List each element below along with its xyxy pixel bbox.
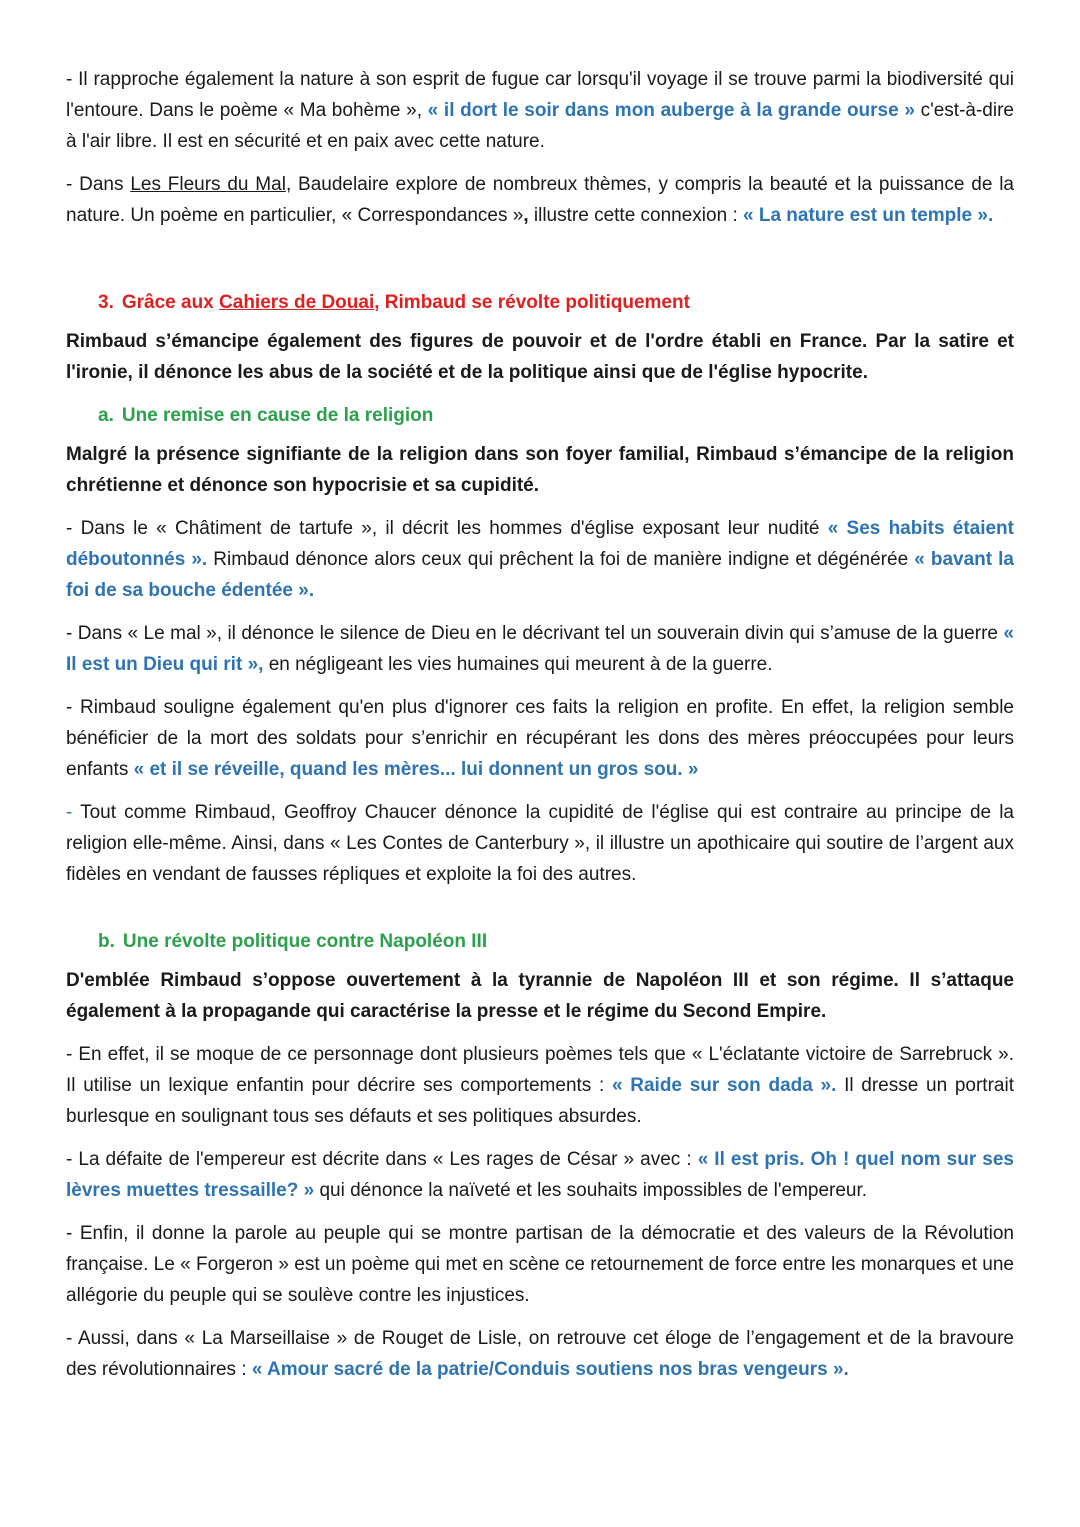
quote: « Raide sur son dada ». — [611, 1075, 837, 1096]
paragraph-le-mal: - Dans « Le mal », il dénonce le silence de Dieu en le décrivant tel un souverain divin qui s’amuse de la guerre « Il est un Dieu qui rit », en négligeant les vies humaines qui meurent à de la guerre. — [66, 623, 1014, 675]
section-lead: Rimbaud s’émancipe également des figures de pouvoir et de l'ordre établi en France. Par la satire et l'ironie, il dénonce les abus de la société et de la politique ainsi que de l'église hypocrite. — [66, 331, 1014, 383]
quote: « bavant la foi de sa bouche édentée ». — [66, 549, 1014, 601]
quote: « Ses habits étaient déboutonnés ». — [66, 518, 1014, 570]
paragraph-nature-fugue: - Il rapproche également la nature à son esprit de fugue car lorsqu'il voyage il se trouve parmi la biodiversité qui l'entoure. Dans le poème « Ma bohème », « il dort le soir dans mon auberge à la grande ourse » c'est-à-dire à l'air libre. Il est en sécurité et en paix avec cette nature. — [66, 69, 1014, 152]
paragraph-rages-cesar: - La défaite de l'empereur est décrite dans « Les rages de César » avec : « Il est pris. Oh ! quel nom sur ses lèvres muettes tressaille? » qui dénonce la naïveté et les souhaits impossibles de l'empereur. — [66, 1149, 1014, 1201]
subsection-lead: D'emblée Rimbaud s’oppose ouvertement à la tyrannie de Napoléon III et son régime. Il s’attaque également à la propagande qui caractérise la presse et le régime du Second Empire. — [66, 970, 1014, 1022]
quote: « et il se réveille, quand les mères... lui donnent un gros sou. » — [133, 759, 699, 780]
paragraph-tartufe: - Dans le « Châtiment de tartufe », il décrit les hommes d'église exposant leur nudité « Ses habits étaient déboutonnés ». Rimbaud dénonce alors ceux qui prêchent la foi de manière indigne et dégénérée « bavant la foi de sa bouche édentée ». — [66, 518, 1014, 601]
quote: « il dort le soir dans mon auberge à la grande ourse » — [427, 100, 915, 121]
paragraph-chaucer: - Tout comme Rimbaud, Geoffroy Chaucer dénonce la cupidité de l'église qui est contraire au principe de la religion elle-même. Ainsi, dans « Les Contes de Canterbury », il illustre un apothicaire qui soutire de l’argent aux fidèles en vendant de fausses répliques et exploite la foi des autres. — [66, 802, 1014, 885]
subsection-heading: a. Une remise en cause de la religion — [98, 405, 434, 426]
quote: « Il est un Dieu qui rit », — [66, 623, 1014, 675]
quote: « Il est pris. Oh ! quel nom sur ses lèvres muettes tressaille? » — [66, 1149, 1014, 1201]
paragraph-marseillaise: - Aussi, dans « La Marseillaise » de Rouget de Lisle, on retrouve cet éloge de l’engagement et de la bravoure des révolutionnaires : « Amour sacré de la patrie/Conduis soutiens nos bras vengeurs ». — [66, 1328, 1014, 1380]
quote: « La nature est un temple ». — [743, 205, 994, 226]
subsection-heading: b. Une révolte politique contre Napoléon III — [98, 931, 488, 952]
document-page — [66, 64, 1014, 1397]
book-title: Les Fleurs du Mal — [130, 174, 286, 195]
paragraph-religion-profite: - Rimbaud souligne également qu'en plus d'ignorer ces faits la religion en profite. En effet, la religion semble bénéficier de la mort des soldats pour s’enrichir en récupérant les dons des mères préoccupées pour leurs enfants « et il se réveille, quand les mères... lui donnent un gros sou. » — [66, 697, 1014, 780]
book-title: Cahiers de Douai — [219, 292, 375, 313]
subsection-lead: Malgré la présence signifiante de la religion dans son foyer familial, Rimbaud s’émancipe de la religion chrétienne et dénonce son hypocrisie et sa cupidité. — [66, 444, 1014, 496]
paragraph-sarrebruck: - En effet, il se moque de ce personnage dont plusieurs poèmes tels que « L'éclatante victoire de Sarrebruck ». Il utilise un lexique enfantin pour décrire ses comportements : « Raide sur son dada ». Il dresse un portrait burlesque en soulignant tous ses défauts et ses politiques absurdes. — [66, 1044, 1014, 1127]
quote: « Amour sacré de la patrie/Conduis soutiens nos bras vengeurs ». — [251, 1359, 849, 1380]
paragraph-forgeron: - Enfin, il donne la parole au peuple qui se montre partisan de la démocratie et des valeurs de la Révolution française. Le « Forgeron » est un poème qui met en scène ce retournement de force entre les monarques et une allégorie du peuple qui se soulève contre les injustices. — [66, 1223, 1014, 1306]
section-heading: 3. Grâce aux Cahiers de Douai, Rimbaud se révolte politiquement — [98, 292, 690, 313]
paragraph-baudelaire: - Dans Les Fleurs du Mal, Baudelaire explore de nombreux thèmes, y compris la beauté et la puissance de la nature. Un poème en particulier, « Correspondances », illustre cette connexion : « La nature est un temple ». — [66, 174, 1014, 226]
